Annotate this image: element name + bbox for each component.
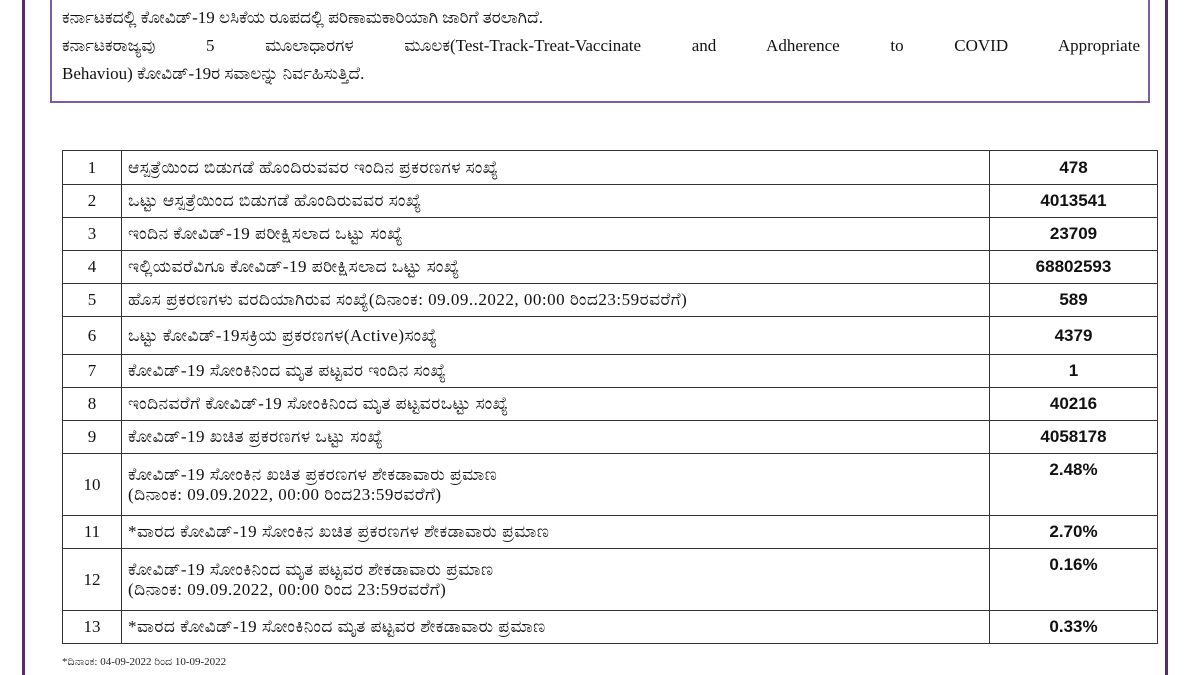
- table-row: [63, 185, 1158, 218]
- row-number: 11: [63, 516, 122, 549]
- table-row: [63, 355, 1158, 388]
- row-value: 2.70%: [990, 516, 1158, 549]
- row-value: 478: [990, 151, 1158, 185]
- row-value: 4013541: [990, 185, 1158, 218]
- description-line: *ವಾರದ ಕೋವಿಡ್-19 ಸೋಂಕಿನಿಂದ ಮೃತ ಪಟ್ಟವರ ಶೇಕಡಾವಾರು ಪ್ರಮಾಣ: [128, 617, 546, 636]
- row-description: [122, 454, 990, 516]
- description-line: ಆಸ್ಪತ್ರೆಯಿಂದ ಬಿಡುಗಡೆ ಹೊಂದಿರುವವರ ಇಂದಿನ ಪ್ರಕರಣಗಳ ಸಂಖ್ಯೆ: [128, 157, 499, 177]
- table-row: [63, 251, 1158, 284]
- row-description: [122, 516, 990, 549]
- row-description: [122, 251, 990, 284]
- row-description: [122, 611, 990, 644]
- row-value: 68802593: [990, 251, 1158, 284]
- description-line: ಇಂದಿನವರೆಗೆ ಕೋವಿಡ್-19 ಸೋಂಕಿನಿಂದ ಮೃತ ಪಟ್ಟವರಒಟ್ಟು ಸಂಖ್ಯೆ: [128, 394, 509, 413]
- table-row: [63, 151, 1158, 185]
- table-row: [63, 317, 1158, 355]
- row-value: 0.16%: [990, 549, 1158, 611]
- row-description: [122, 185, 990, 218]
- page-frame-left: [22, 0, 25, 675]
- row-number: 2: [63, 185, 122, 218]
- description-line: ಕೋವಿಡ್-19 ಖಚಿತ ಪ್ರಕರಣಗಳ ಒಟ್ಟು ಸಂಖ್ಯೆ: [128, 427, 384, 446]
- note-line-2: ಕರ್ನಾಟಕರಾಜ್ಯವು 5 ಮೂಲಾಧಾರಗಳ ಮೂಲಕ(Test-Track-Treat-Vaccinate and Adherence to COVID Appropriate: [62, 36, 1140, 56]
- row-number: 12: [63, 549, 122, 611]
- footnote: *ದಿನಾಂಕ: 04-09-2022 ರಿಂದ 10-09-2022: [62, 656, 227, 668]
- row-description: [122, 151, 990, 185]
- description-line: ಹೊಸ ಪ್ರಕರಣಗಳು ವರದಿಯಾಗಿರುವ ಸಂಖ್ಯೆ(ದಿನಾಂಕ: 09.09..2022, 00:00 ರಿಂದ23:59ರವರೆಗೆ): [128, 290, 688, 309]
- table-row: [63, 421, 1158, 454]
- row-value: 0.33%: [990, 611, 1158, 644]
- row-description: [122, 218, 990, 251]
- row-value: 40216: [990, 388, 1158, 421]
- table-row: [63, 284, 1158, 317]
- row-value: 1: [990, 355, 1158, 388]
- table-row: [63, 218, 1158, 251]
- table-row: [63, 388, 1158, 421]
- row-number: 1: [63, 151, 122, 185]
- row-value: 23709: [990, 218, 1158, 251]
- row-number: 5: [63, 284, 122, 317]
- description-line: ಕೋವಿಡ್-19 ಸೋಂಕಿನ ಖಚಿತ ಪ್ರಕರಣಗಳ ಶೇಕಡಾವಾರು ಪ್ರಮಾಣ: [128, 464, 498, 484]
- row-number: 6: [63, 317, 122, 355]
- description-line: ಕೋವಿಡ್-19 ಸೋಂಕಿನಿಂದ ಮೃತ ಪಟ್ಟವರ ಶೇಕಡಾವಾರು ಪ್ರಮಾಣ: [128, 559, 494, 579]
- row-number: 4: [63, 251, 122, 284]
- table-row: [63, 516, 1158, 549]
- table-row: [63, 454, 1158, 516]
- table-row: [63, 611, 1158, 644]
- description-line: ಒಟ್ಟು ಆಸ್ಪತ್ರೆಯಿಂದ ಬಿಡುಗಡೆ ಹೊಂದಿರುವವರ ಸಂಖ್ಯೆ: [128, 191, 422, 210]
- covid-stats-table: [62, 150, 1158, 644]
- description-line: ಇಂದಿನ ಕೋವಿಡ್-19 ಪರೀಕ್ಷಿಸಲಾದ ಒಟ್ಟು ಸಂಖ್ಯೆ: [128, 224, 404, 243]
- description-line: ಇಲ್ಲಿಯವರೆವಿಗೂ ಕೋವಿಡ್-19 ಪರೀಕ್ಷಿಸಲಾದ ಒಟ್ಟು ಸಂಖ್ಯೆ: [128, 257, 460, 276]
- row-value: 4379: [990, 317, 1158, 355]
- description-line: (ದಿನಾಂಕ: 09.09.2022, 00:00 ರಿಂದ23:59ರವರೆಗೆ): [128, 484, 442, 504]
- row-description: [122, 549, 990, 611]
- row-number: 8: [63, 388, 122, 421]
- row-value: 2.48%: [990, 454, 1158, 516]
- row-number: 9: [63, 421, 122, 454]
- description-line: (ದಿನಾಂಕ: 09.09.2022, 00:00 ರಿಂದ 23:59ರವರೆಗೆ): [128, 579, 447, 599]
- page-frame-right: [1165, 0, 1168, 675]
- note-box: [50, 0, 1150, 103]
- row-description: [122, 355, 990, 388]
- row-value: 4058178: [990, 421, 1158, 454]
- description-line: ಒಟ್ಟು ಕೋವಿಡ್-19ಸಕ್ರಿಯ ಪ್ರಕರಣಗಳ(Active)ಸಂಖ್ಯೆ: [128, 325, 438, 345]
- description-line: ಕೋವಿಡ್-19 ಸೋಂಕಿನಿಂದ ಮೃತ ಪಟ್ಟವರ ಇಂದಿನ ಸಂಖ್ಯೆ: [128, 361, 447, 380]
- row-number: 10: [63, 454, 122, 516]
- note-line-3: Behaviou) ಕೋವಿಡ್-19ರ ಸವಾಲನ್ನು ನಿರ್ವಹಿಸುತ್ತಿದೆ.: [62, 64, 365, 84]
- row-value: 589: [990, 284, 1158, 317]
- note-line-1: ಕರ್ನಾಟಕದಲ್ಲಿ ಕೋವಿಡ್-19 ಲಸಿಕೆಯ ರೂಪದಲ್ಲಿ ಪರಿಣಾಮಕಾರಿಯಾಗಿ ಜಾರಿಗೆ ತರಲಾಗಿದೆ.: [62, 8, 544, 27]
- row-number: 7: [63, 355, 122, 388]
- description-line: *ವಾರದ ಕೋವಿಡ್-19 ಸೋಂಕಿನ ಖಚಿತ ಪ್ರಕರಣಗಳ ಶೇಕಡಾವಾರು ಪ್ರಮಾಣ: [128, 522, 550, 541]
- row-description: [122, 317, 990, 355]
- row-description: [122, 284, 990, 317]
- row-description: [122, 388, 990, 421]
- row-number: 13: [63, 611, 122, 644]
- row-number: 3: [63, 218, 122, 251]
- row-description: [122, 421, 990, 454]
- table-row: [63, 549, 1158, 611]
